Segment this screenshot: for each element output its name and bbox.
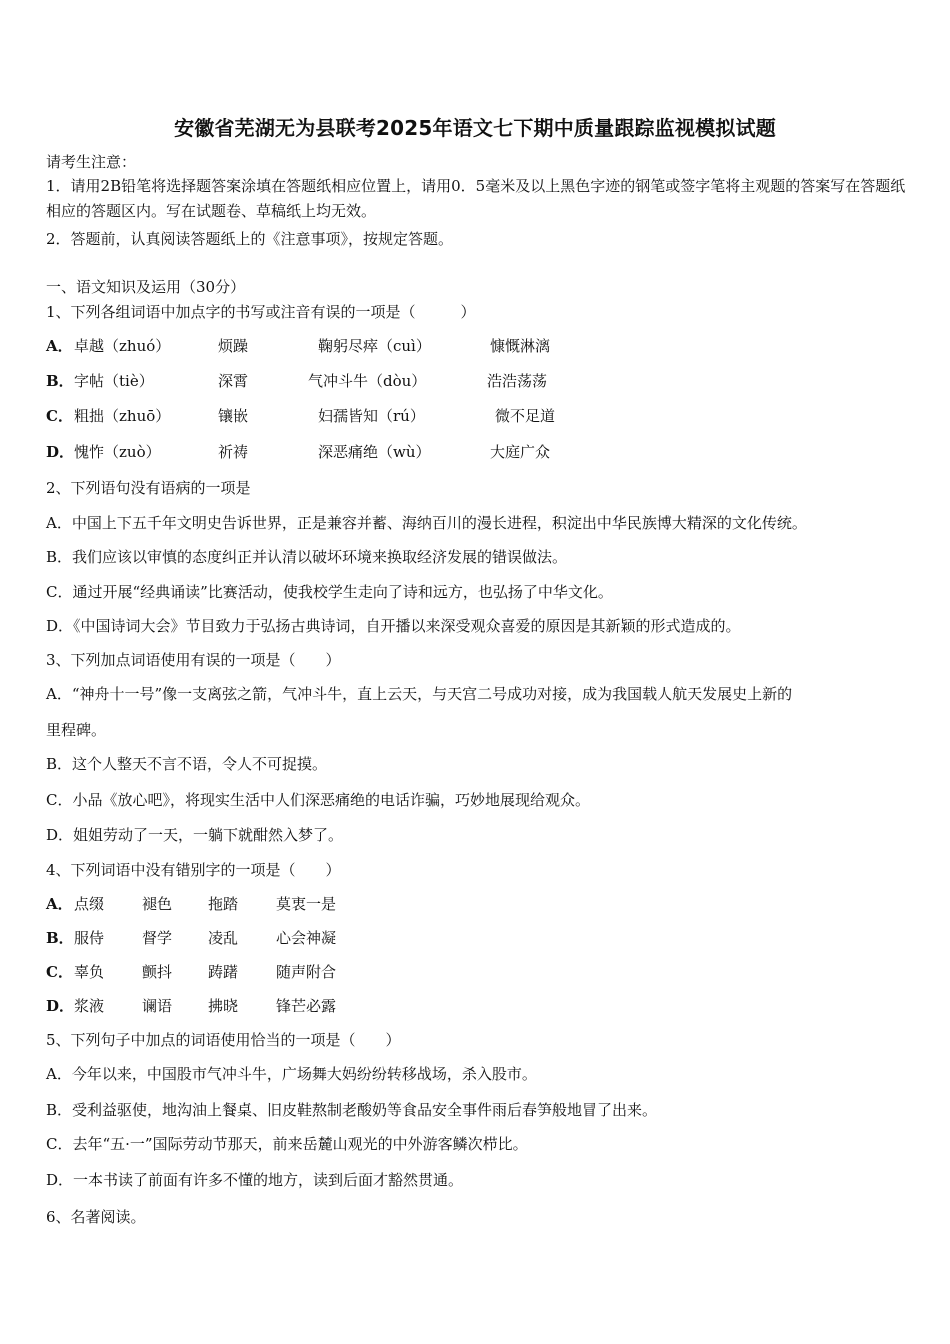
q4-option-b [46, 927, 104, 948]
option-word-4: 微不足道 [495, 407, 556, 425]
q2-option-c: C．通过开展“经典诵读”比赛活动，使我校学生走向了诗和远方，也弘扬了中华文化。 [46, 583, 613, 601]
q1-option-c [46, 405, 170, 426]
q2-option-d: D．《中国诗词大会》节目致力于弘扬古典诗词，自开播以来深受观众喜爱的原因是其新颖的形式造成的。 [46, 617, 741, 635]
option-word-2: 祈祷 [218, 443, 249, 461]
q2-stem: 2、下列语句没有语病的一项是 [46, 479, 251, 497]
q4-option-d [46, 995, 104, 1016]
q5-option-b: B．受利益驱使，地沟油上餐桌、旧皮鞋熬制老酸奶等食品安全事件雨后春笋般地冒了出来。 [46, 1101, 658, 1119]
option-word-2: 颤抖 [142, 963, 173, 981]
option-word-3: 凌乱 [208, 929, 239, 947]
option-word-3: 拖踏 [208, 895, 239, 913]
q2-option-b: B．我们应该以审慎的态度纠正并认清以破坏环境来换取经济发展的错误做法。 [46, 548, 568, 566]
option-word-1: 字帖（tiè） [74, 372, 154, 390]
option-label: A． [46, 337, 73, 355]
q3-option-a: A．“神舟十一号”像一支离弦之箭，气冲斗牛，直上云天，与天宫二号成功对接，成为我国载人航天发展史上新的 [46, 685, 793, 703]
option-word-4: 心会神凝 [276, 929, 337, 947]
notice-heading: 请考生注意： [46, 153, 137, 171]
page-title: 安徽省芜湖无为县联考2025年语文七下期中质量跟踪监视模拟试题 [174, 116, 776, 140]
option-word-1: 浆液 [74, 997, 105, 1015]
option-word-3: 鞠躬尽瘁（cuì） [318, 337, 431, 355]
option-word-4: 随声附合 [276, 963, 337, 981]
option-word-2: 深霄 [218, 372, 249, 390]
q6-stem: 6、名著阅读。 [46, 1208, 146, 1226]
option-word-4: 慷慨淋漓 [490, 337, 551, 355]
option-label: B． [46, 929, 74, 947]
option-label: D． [46, 443, 75, 461]
option-word-2: 烦躁 [218, 337, 249, 355]
q3-option-d: D．姐姐劳动了一天，一躺下就酣然入梦了。 [46, 826, 344, 844]
option-word-2: 褪色 [142, 895, 173, 913]
q5-option-c: C．去年“五·一”国际劳动节那天，前来岳麓山观光的中外游客鳞次栉比。 [46, 1135, 528, 1153]
section-heading: 一、语文知识及运用（30分） [46, 278, 246, 296]
q4-stem: 4、下列词语中没有错别字的一项是（ ） [46, 861, 341, 879]
option-word-2: 镶嵌 [218, 407, 249, 425]
q1-option-d [46, 441, 161, 462]
q3-option-c: C．小品《放心吧》，将现实生活中人们深恶痛绝的电话诈骗，巧妙地展现给观众。 [46, 791, 590, 809]
q5-option-d: D．一本书读了前面有许多不懂的地方，读到后面才豁然贯通。 [46, 1171, 464, 1189]
option-word-4: 浩浩荡荡 [487, 372, 548, 390]
q3-option-b: B．这个人整天不言不语，令人不可捉摸。 [46, 755, 328, 773]
option-word-3: 妇孺皆知（rú） [318, 407, 425, 425]
option-word-4: 大庭广众 [490, 443, 551, 461]
option-label: D． [46, 997, 75, 1015]
notice-item-1: 1．请用2B铅笔将选择题答案涂填在答题纸相应位置上，请用0．5毫米及以上黑色字迹的钢笔或签字笔将主观题的答案写在答题纸相应的答题区内。写在试题卷、草稿纸上均无效。 [46, 177, 906, 220]
option-word-1: 卓越（zhuó） [74, 337, 171, 355]
option-word-1: 愧怍（zuò） [74, 443, 161, 461]
option-word-2: 督学 [142, 929, 173, 947]
option-word-4: 莫衷一是 [276, 895, 337, 913]
q4-option-c [46, 961, 104, 982]
option-label: B． [46, 372, 74, 390]
q2-option-a: A．中国上下五千年文明史告诉世界，正是兼容并蓄、海纳百川的漫长进程，积淀出中华民族博大精深的文化传统。 [46, 514, 807, 532]
notice-item-2: 2．答题前，认真阅读答题纸上的《注意事项》，按规定答题。 [46, 230, 454, 248]
option-word-4: 锋芒必露 [276, 997, 337, 1015]
option-label: A． [46, 895, 73, 913]
option-word-3: 踌躇 [208, 963, 239, 981]
option-word-2: 谰语 [142, 997, 173, 1015]
q1-option-a [46, 335, 170, 356]
q5-stem: 5、下列句子中加点的词语使用恰当的一项是（ ） [46, 1031, 401, 1049]
q1-option-b [46, 370, 154, 391]
q5-option-a: A．今年以来，中国股市气冲斗牛，广场舞大妈纷纷转移战场，杀入股市。 [46, 1065, 537, 1083]
option-word-1: 辜负 [74, 963, 105, 981]
option-label: C． [46, 963, 73, 981]
option-word-1: 服侍 [74, 929, 105, 947]
option-word-3: 深恶痛绝（wù） [318, 443, 431, 461]
q3-option-a-continued: 里程碑。 [46, 721, 107, 739]
option-label: C． [46, 407, 73, 425]
q1-stem: 1、下列各组词语中加点字的书写或注音有误的一项是（ ） [46, 303, 476, 321]
option-word-3: 气冲斗牛（dòu） [308, 372, 427, 390]
option-word-1: 点缀 [74, 895, 105, 913]
q4-option-a [46, 893, 104, 914]
q3-stem: 3、下列加点词语使用有误的一项是（ ） [46, 651, 341, 669]
option-word-1: 粗拙（zhuō） [74, 407, 171, 425]
option-word-3: 拂晓 [208, 997, 239, 1015]
